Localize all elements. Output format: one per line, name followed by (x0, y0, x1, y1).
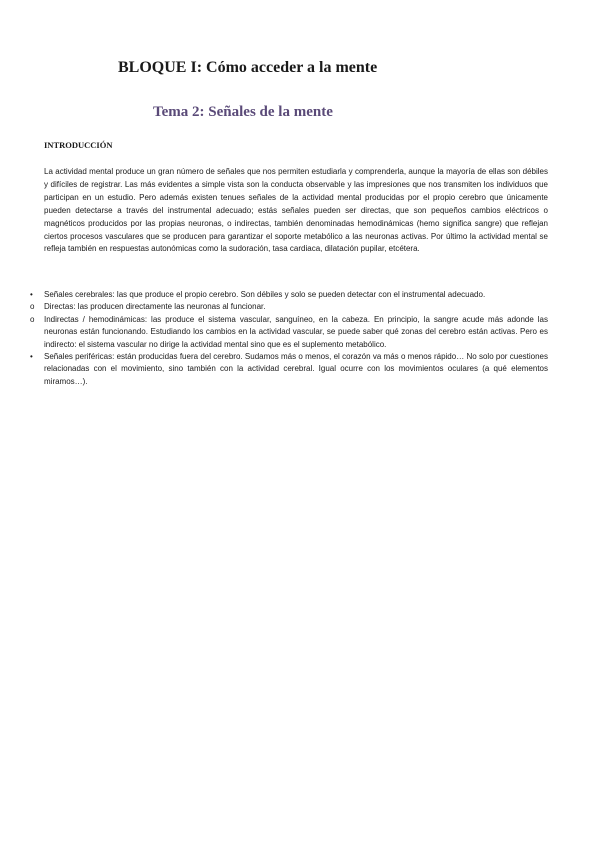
intro-paragraph: La actividad mental produce un gran número de señales que nos permiten estudiarla y comprenderla, aunque la mayoría de ellas son débiles y difíciles de registrar. Las más evidentes a simple vista son la conducta observable y las impresiones que nos transmiten los individuos que participan en un estudio. Pero además existen tenues señales de la actividad mental producidas por el propio cerebro que únicamente pueden detectarse a través del instrumental adecuado; estás señales pueden ser directas, que son pequeños cambios eléctricos o magnéticos producidos por las propias neuronas, o indirectas, también denominadas hemodinámicas (hemo significa sangre) que reflejan ciertos procesos vasculares que se producen para garantizar el soporte metabólico a las neuronas activas. Por último la actividad mental se refleja también en respuestas autonómicas como la sudoración, tasa cardiaca, dilatación pupilar, etcétera. (44, 167, 548, 254)
section-heading: INTRODUCCIÓN (44, 140, 113, 150)
bullet-marker: o (30, 314, 35, 324)
list-item (30, 351, 548, 388)
list-item-text: Señales periféricas: están producidas fuera del cerebro. Sudamos más o menos, el corazón va más o menos rápido… No solo por cuestiones relacionadas con el movimiento, sino también con la actividad cerebral. Igual ocurre con los movimientos oculares (a qué elementos miramos…). (44, 352, 548, 386)
bullet-marker: • (30, 352, 33, 362)
list-item (30, 314, 548, 351)
list-item-text: Directas: las producen directamente las neuronas al funcionar. (44, 302, 266, 312)
list-item (30, 301, 548, 313)
document-title: BLOQUE I: Cómo acceder a la mente (118, 59, 378, 76)
bullet-marker: • (30, 290, 33, 299)
list-item-text: Indirectas / hemodinámicas: las produce el sistema vascular, sanguíneo, en la cabeza. En principio, la sangre acude más adonde las neuronas están funcionando. Estudiando los cambios en la actividad vascular, se puede saber qué zonas del cerebro están activas. Pero es indirecto: el sistema vascular no dirige la actividad mental sino que es el suplemento metabólico. (44, 314, 548, 349)
bullet-marker: o (30, 302, 35, 312)
bullet-list (30, 289, 548, 388)
list-item-text: Señales cerebrales: las que produce el propio cerebro. Son débiles y solo se pueden detectar con el instrumental adecuado. (44, 290, 486, 299)
document-subtitle: Tema 2: Señales de la mente (153, 104, 333, 120)
list-item (30, 289, 548, 301)
